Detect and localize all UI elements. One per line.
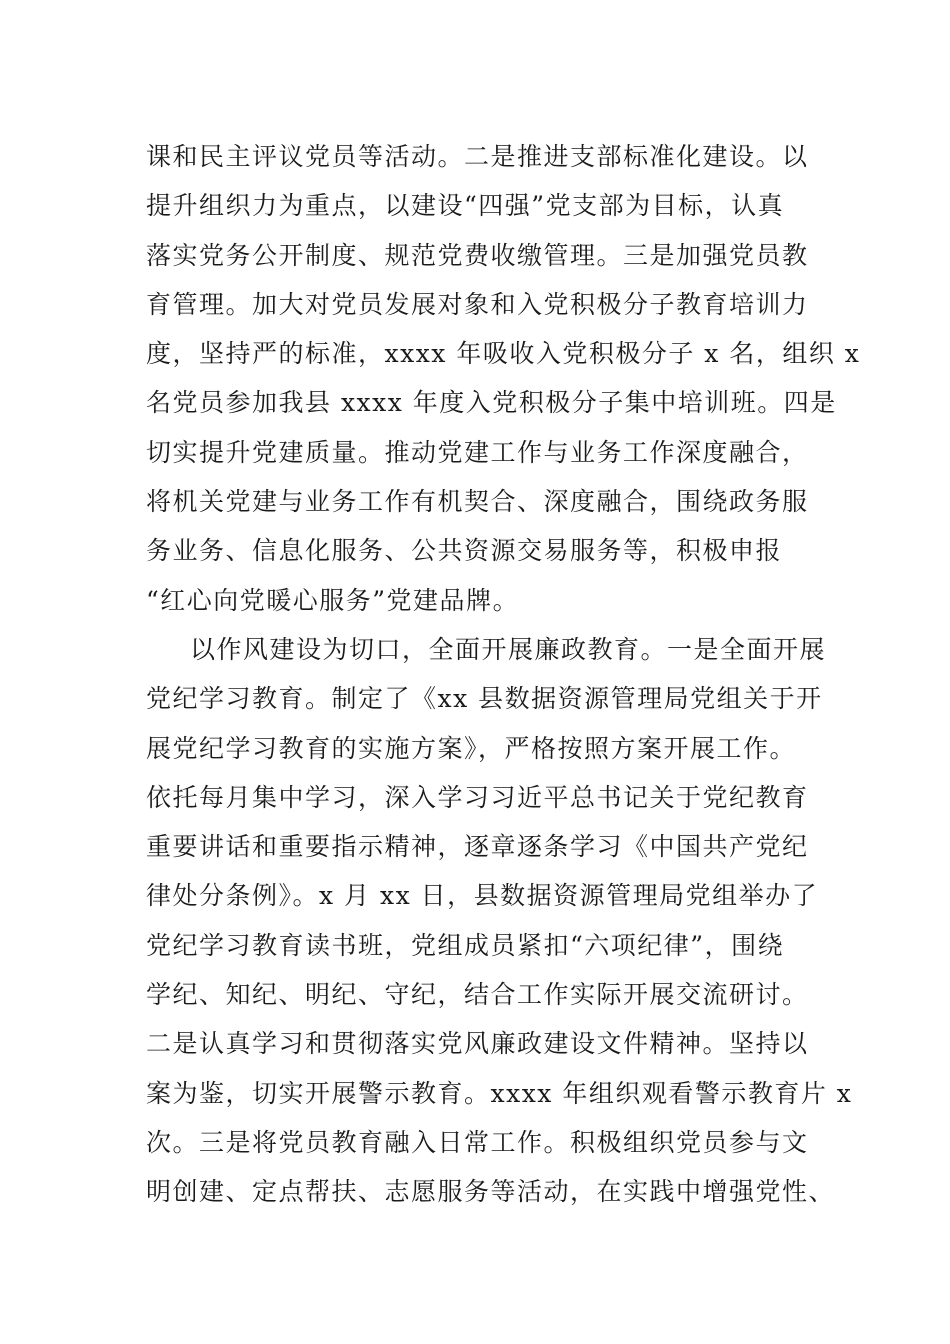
text-line: 切实提升党建质量。推动党建工作与业务工作深度融合， [146,437,809,467]
text-line: 将机关党建与业务工作有机契合、深度融合，围绕政务服 [146,487,809,517]
text-line: 二是认真学习和贯彻落实党风廉政建设文件精神。坚持以 [146,1029,809,1059]
body-text [146,132,861,1217]
text-line: 明创建、定点帮扶、志愿服务等活动，在实践中增强党性、 [146,1177,836,1207]
text-line: 案为鉴，切实开展警示教育。xxxx 年组织观看警示教育片 x [146,1078,853,1108]
text-line: 展党纪学习教育的实施方案》，严格按照方案开展工作。 [146,733,797,763]
text-line: 度，坚持严的标准，xxxx 年吸收入党积极分子 x 名，组织 x [146,339,861,369]
text-line: 育管理。加大对党员发展对象和入党积极分子教育培训力 [146,289,809,319]
text-line: 律处分条例》。x 月 xx 日，县数据资源管理局党组举办了 [146,881,819,911]
text-line: 课和民主评议党员等活动。二是推进支部标准化建设。以 [146,142,809,171]
text-line: 名党员参加我县 xxxx 年度入党积极分子集中培训班。四是 [146,388,837,418]
text-line: 党纪学习教育读书班，党组成员紧扣“六项纪律”，围绕 [146,930,785,960]
text-line: 落实党务公开制度、规范党费收缴管理。三是加强党员教 [146,240,809,270]
paragraph-first-line: 以作风建设为切口，全面开展廉政教育。一是全面开展 [190,634,827,664]
text-line: 务业务、信息化服务、公共资源交易服务等，积极申报 [146,536,783,566]
text-line: 重要讲话和重要指示精神，逐章逐条学习《中国共产党纪 [146,832,809,862]
text-line: 提升组织力为重点，以建设“四强”党支部为目标，认真 [146,191,785,221]
text-line: 党纪学习教育。制定了《xx 县数据资源管理局党组关于开 [146,684,823,714]
text-line: 次。三是将党员教育融入日常工作。积极组织党员参与文 [146,1127,809,1157]
text-line: 依托每月集中学习，深入学习习近平总书记关于党纪教育 [146,782,809,812]
text-line: 学纪、知纪、明纪、守纪，结合工作实际开展交流研讨。 [146,980,809,1010]
text-line: “红心向党暖心服务”党建品牌。 [146,585,520,615]
